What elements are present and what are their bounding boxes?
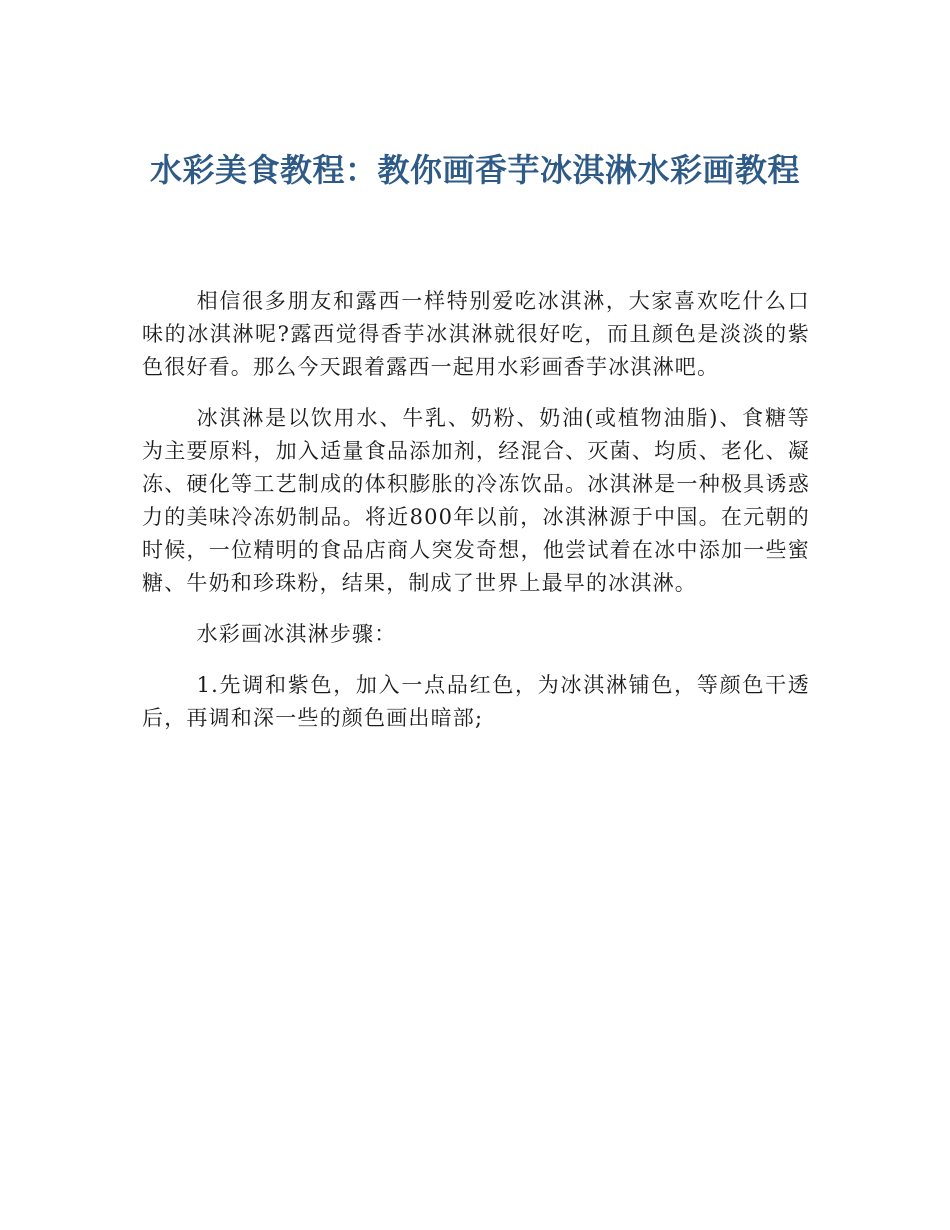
paragraph-intro: 相信很多朋友和露西一样特别爱吃冰淇淋，大家喜欢吃什么口味的冰淇淋呢?露西觉得香芋冰淇淋就很好吃，而且颜色是淡淡的紫色很好看。那么今天跟着露西一起用水彩画香芋冰淇淋吧。 xyxy=(142,289,810,379)
paragraph-step-1: 1.先调和紫色，加入一点品红色，为冰淇淋铺色，等颜色干透后，再调和深一些的颜色画出暗部; xyxy=(142,673,810,730)
paragraph-ice-cream-history: 冰淇淋是以饮用水、牛乳、奶粉、奶油(或植物油脂)、食糖等为主要原料，加入适量食品添加剂，经混合、灭菌、均质、老化、凝冻、硬化等工艺制成的体积膨胀的冷冻饮品。冰淇淋是一种极具诱惑力的美味冷冻奶制品。将近800年以前，冰淇淋源于中国。在元朝的时候，一位精明的食品店商人突发奇想，他尝试着在冰中添加一些蜜糖、牛奶和珍珠粉，结果，制成了世界上最早的冰淇淋。 xyxy=(142,406,810,595)
document-title: 水彩美食教程：教你画香芋冰淇淋水彩画教程 xyxy=(149,151,800,189)
document-body xyxy=(142,285,810,753)
paragraph-steps-heading: 水彩画冰淇淋步骤： xyxy=(196,622,397,646)
